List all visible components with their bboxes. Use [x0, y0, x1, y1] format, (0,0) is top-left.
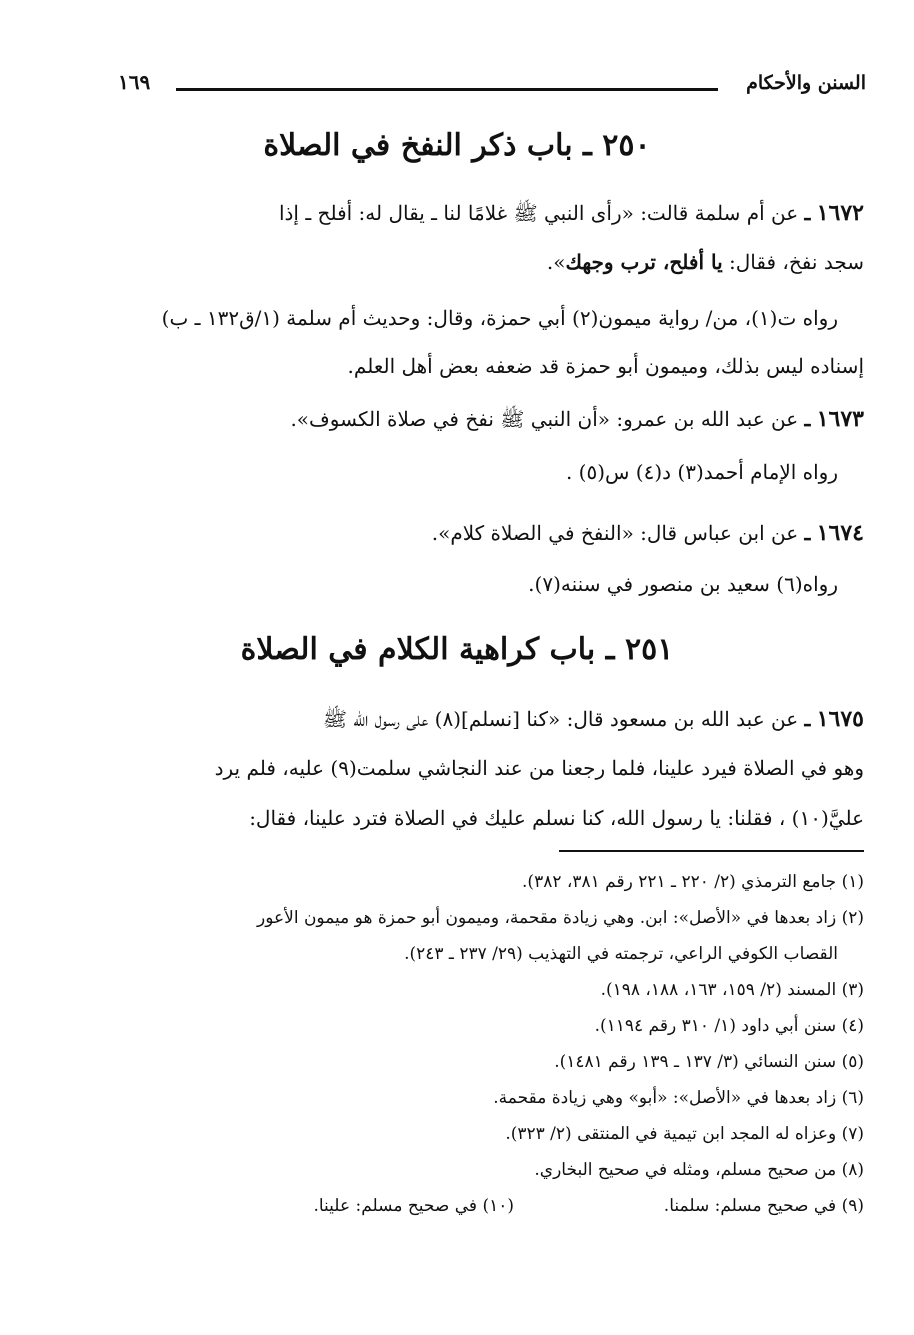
hadith-text: عن عبد الله بن مسعود قال: «كنا [نسلم](٨) على رسول الله ﷺ: [322, 707, 799, 731]
hadith-text: عن عبد الله بن عمرو: «أن النبي ﷺ نفخ في صلاة الكسوف».: [290, 407, 799, 431]
hadith-1672-narration: رواه ت(١)، من/ رواية ميمون(٢) أبي حمزة، وقال: وحديث أم سلمة (١/ق١٣٢ ـ ب): [161, 306, 838, 330]
chapter-title-250: ٢٥٠ ـ باب ذكر النفخ في الصلاة: [263, 128, 651, 163]
footnote-5: (٥) سنن النسائي (٣/ ١٣٧ ـ ١٣٩ رقم ١٤٨١).: [554, 1052, 864, 1072]
hadith-1675-line1: [323, 706, 864, 736]
hadith-text: ».: [546, 250, 566, 274]
dash: ـ: [804, 201, 811, 225]
footnote-4: (٤) سنن أبي داود (١/ ٣١٠ رقم ١١٩٤).: [594, 1016, 864, 1036]
hadith-1675-line2: وهو في الصلاة فيرد علينا، فلما رجعنا من عند النجاشي سلمت(٩) عليه، فلم يرد: [214, 756, 864, 780]
hadith-text: عن ابن عباس قال: «النفخ في الصلاة كلام».: [431, 521, 799, 545]
footnote-rule: [559, 850, 864, 852]
hadith-1672-narration-2: إسناده ليس بذلك، وميمون أبو حمزة قد ضعفه بعض أهل العلم.: [347, 354, 864, 378]
hadith-text: سجد نفخ، فقال:: [722, 250, 864, 274]
dash: ـ: [804, 521, 811, 545]
hadith-1674-line1: [432, 520, 864, 546]
hadith-number: ١٦٧٣: [816, 406, 864, 432]
chapter-title-251: ٢٥١ ـ باب كراهية الكلام في الصلاة: [240, 632, 674, 667]
page-header: [118, 68, 866, 108]
running-title: السنن والأحكام: [746, 72, 866, 94]
dash: ـ: [804, 407, 811, 431]
page-number: ١٦٩: [118, 70, 151, 94]
hadith-1673-narration: رواه الإمام أحمد(٣) د(٤) س(٥) .: [565, 460, 838, 484]
footnote-2: (٢) زاد بعدها في «الأصل»: ابن. وهي زيادة مقحمة، وميمون أبو حمزة هو ميمون الأعور: [256, 908, 864, 928]
footnote-3: (٣) المسند (٢/ ١٥٩، ١٦٣، ١٨٨، ١٩٨).: [600, 980, 864, 1000]
footnote-2-cont: القصاب الكوفي الراعي، ترجمته في التهذيب (٢٩/ ٢٣٧ ـ ٢٤٣).: [404, 944, 838, 964]
hadith-1672-line1: [50, 200, 864, 230]
footnote-10: (١٠) في صحيح مسلم: علينا.: [313, 1196, 514, 1216]
footnote-8: (٨) من صحيح مسلم، ومثله في صحيح البخاري.: [534, 1160, 864, 1180]
footnote-6: (٦) زاد بعدها في «الأصل»: «أبو» وهي زيادة مقحمة.: [493, 1088, 864, 1108]
hadith-1672-line2: [547, 250, 864, 274]
footnote-7: (٧) وعزاه له المجد ابن تيمية في المنتقى (٢/ ٣٢٣).: [505, 1124, 864, 1144]
hadith-bold-text: يا أفلح، ترب وجهك: [565, 250, 723, 274]
hadith-text: عن أم سلمة قالت: «رأى النبي ﷺ غلامًا لنا ـ يقال له: أفلح ـ إذا: [278, 201, 799, 225]
hadith-1673-line1: [290, 406, 864, 436]
dash: ـ: [804, 707, 811, 731]
footnote-1: (١) جامع الترمذي (٢/ ٢٢٠ ـ ٢٢١ رقم ٣٨١، ٣٨٢).: [522, 872, 864, 892]
footnote-9: (٩) في صحيح مسلم: سلمنا.: [663, 1196, 864, 1216]
hadith-1674-narration: رواه(٦) سعيد بن منصور في سننه(٧).: [528, 572, 838, 596]
hadith-number: ١٦٧٤: [816, 520, 864, 546]
hadith-number: ١٦٧٢: [816, 200, 864, 226]
hadith-1675-line3: عليَّ(١٠) ، فقلنا: يا رسول الله، كنا نسلم عليك في الصلاة فترد علينا، فقال:: [249, 806, 864, 830]
hadith-number: ١٦٧٥: [816, 706, 864, 732]
header-rule: [176, 88, 718, 91]
